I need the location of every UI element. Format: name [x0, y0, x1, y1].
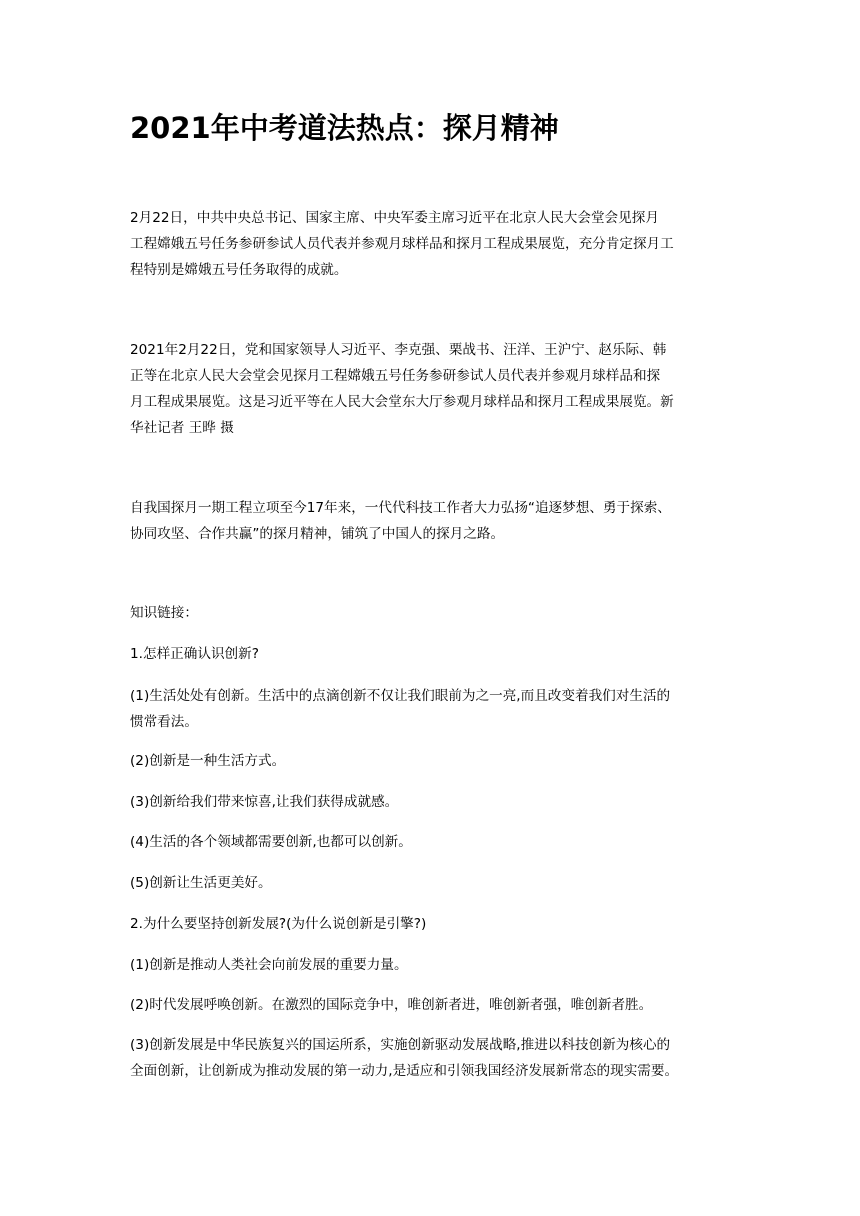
- question-2: 2.为什么要坚持创新发展?(为什么说创新是引擎?): [130, 916, 427, 932]
- paragraph-meeting: [130, 205, 730, 283]
- text-line: 2021年2月22日，党和国家领导人习近平、李克强、栗战书、汪洋、王沪宁、赵乐际、韩: [130, 342, 667, 358]
- answer-1-2: (2)创新是一种生活方式。: [130, 753, 286, 769]
- question-1: 1.怎样正确认识创新?: [130, 646, 259, 662]
- answer-1-5: (5)创新让生活更美好。: [130, 875, 272, 891]
- text-line: 华社记者 王晔 摄: [130, 420, 234, 436]
- text-line: 自我国探月一期工程立项至今17年来，一代代科技工作者大力弘扬“追逐梦想、勇于探索、: [130, 500, 671, 516]
- text-line: (1)生活处处有创新。生活中的点滴创新不仅让我们眼前为之一亮,而且改变着我们对生活的: [130, 688, 671, 704]
- text-line: 工程嫦娥五号任务参研参试人员代表并参观月球样品和探月工程成果展览，充分肯定探月工: [130, 236, 674, 252]
- answer-2-2: (2)时代发展呼唤创新。在激烈的国际竞争中，唯创新者进，唯创新者强，唯创新者胜。: [130, 997, 653, 1013]
- text-line: 正等在北京人民大会堂会见探月工程嫦娥五号任务参研参试人员代表并参观月球样品和探: [130, 368, 661, 384]
- answer-2-3: [130, 1032, 730, 1084]
- text-line: 2月22日，中共中央总书记、国家主席、中央军委主席习近平在北京人民大会堂会见探月: [130, 210, 659, 226]
- text-line: 惯常看法。: [130, 714, 198, 730]
- text-line: 协同攻坚、合作共赢”的探月精神，铺筑了中国人的探月之路。: [130, 526, 505, 542]
- answer-1-3: (3)创新给我们带来惊喜,让我们获得成就感。: [130, 794, 399, 810]
- document-title: 2021年中考道法热点：探月精神: [130, 111, 559, 145]
- paragraph-photo-caption: [130, 337, 730, 441]
- answer-1-4: (4)生活的各个领域都需要创新,也都可以创新。: [130, 834, 412, 850]
- answer-2-1: (1)创新是推动人类社会向前发展的重要力量。: [130, 957, 408, 973]
- answer-1-1: [130, 683, 730, 735]
- text-line: 月工程成果展览。这是习近平等在人民大会堂东大厅参观月球样品和探月工程成果展览。新: [130, 394, 674, 410]
- knowledge-heading: 知识链接：: [130, 605, 198, 621]
- text-line: (3)创新发展是中华民族复兴的国运所系，实施创新驱动发展战略,推进以科技创新为核心的: [130, 1037, 671, 1053]
- text-line: 全面创新，让创新成为推动发展的第一动力,是适应和引领我国经济发展新常态的现实需要。: [130, 1063, 679, 1079]
- paragraph-lunar-spirit: [130, 495, 730, 547]
- text-line: 程特别是嫦娥五号任务取得的成就。: [130, 262, 348, 278]
